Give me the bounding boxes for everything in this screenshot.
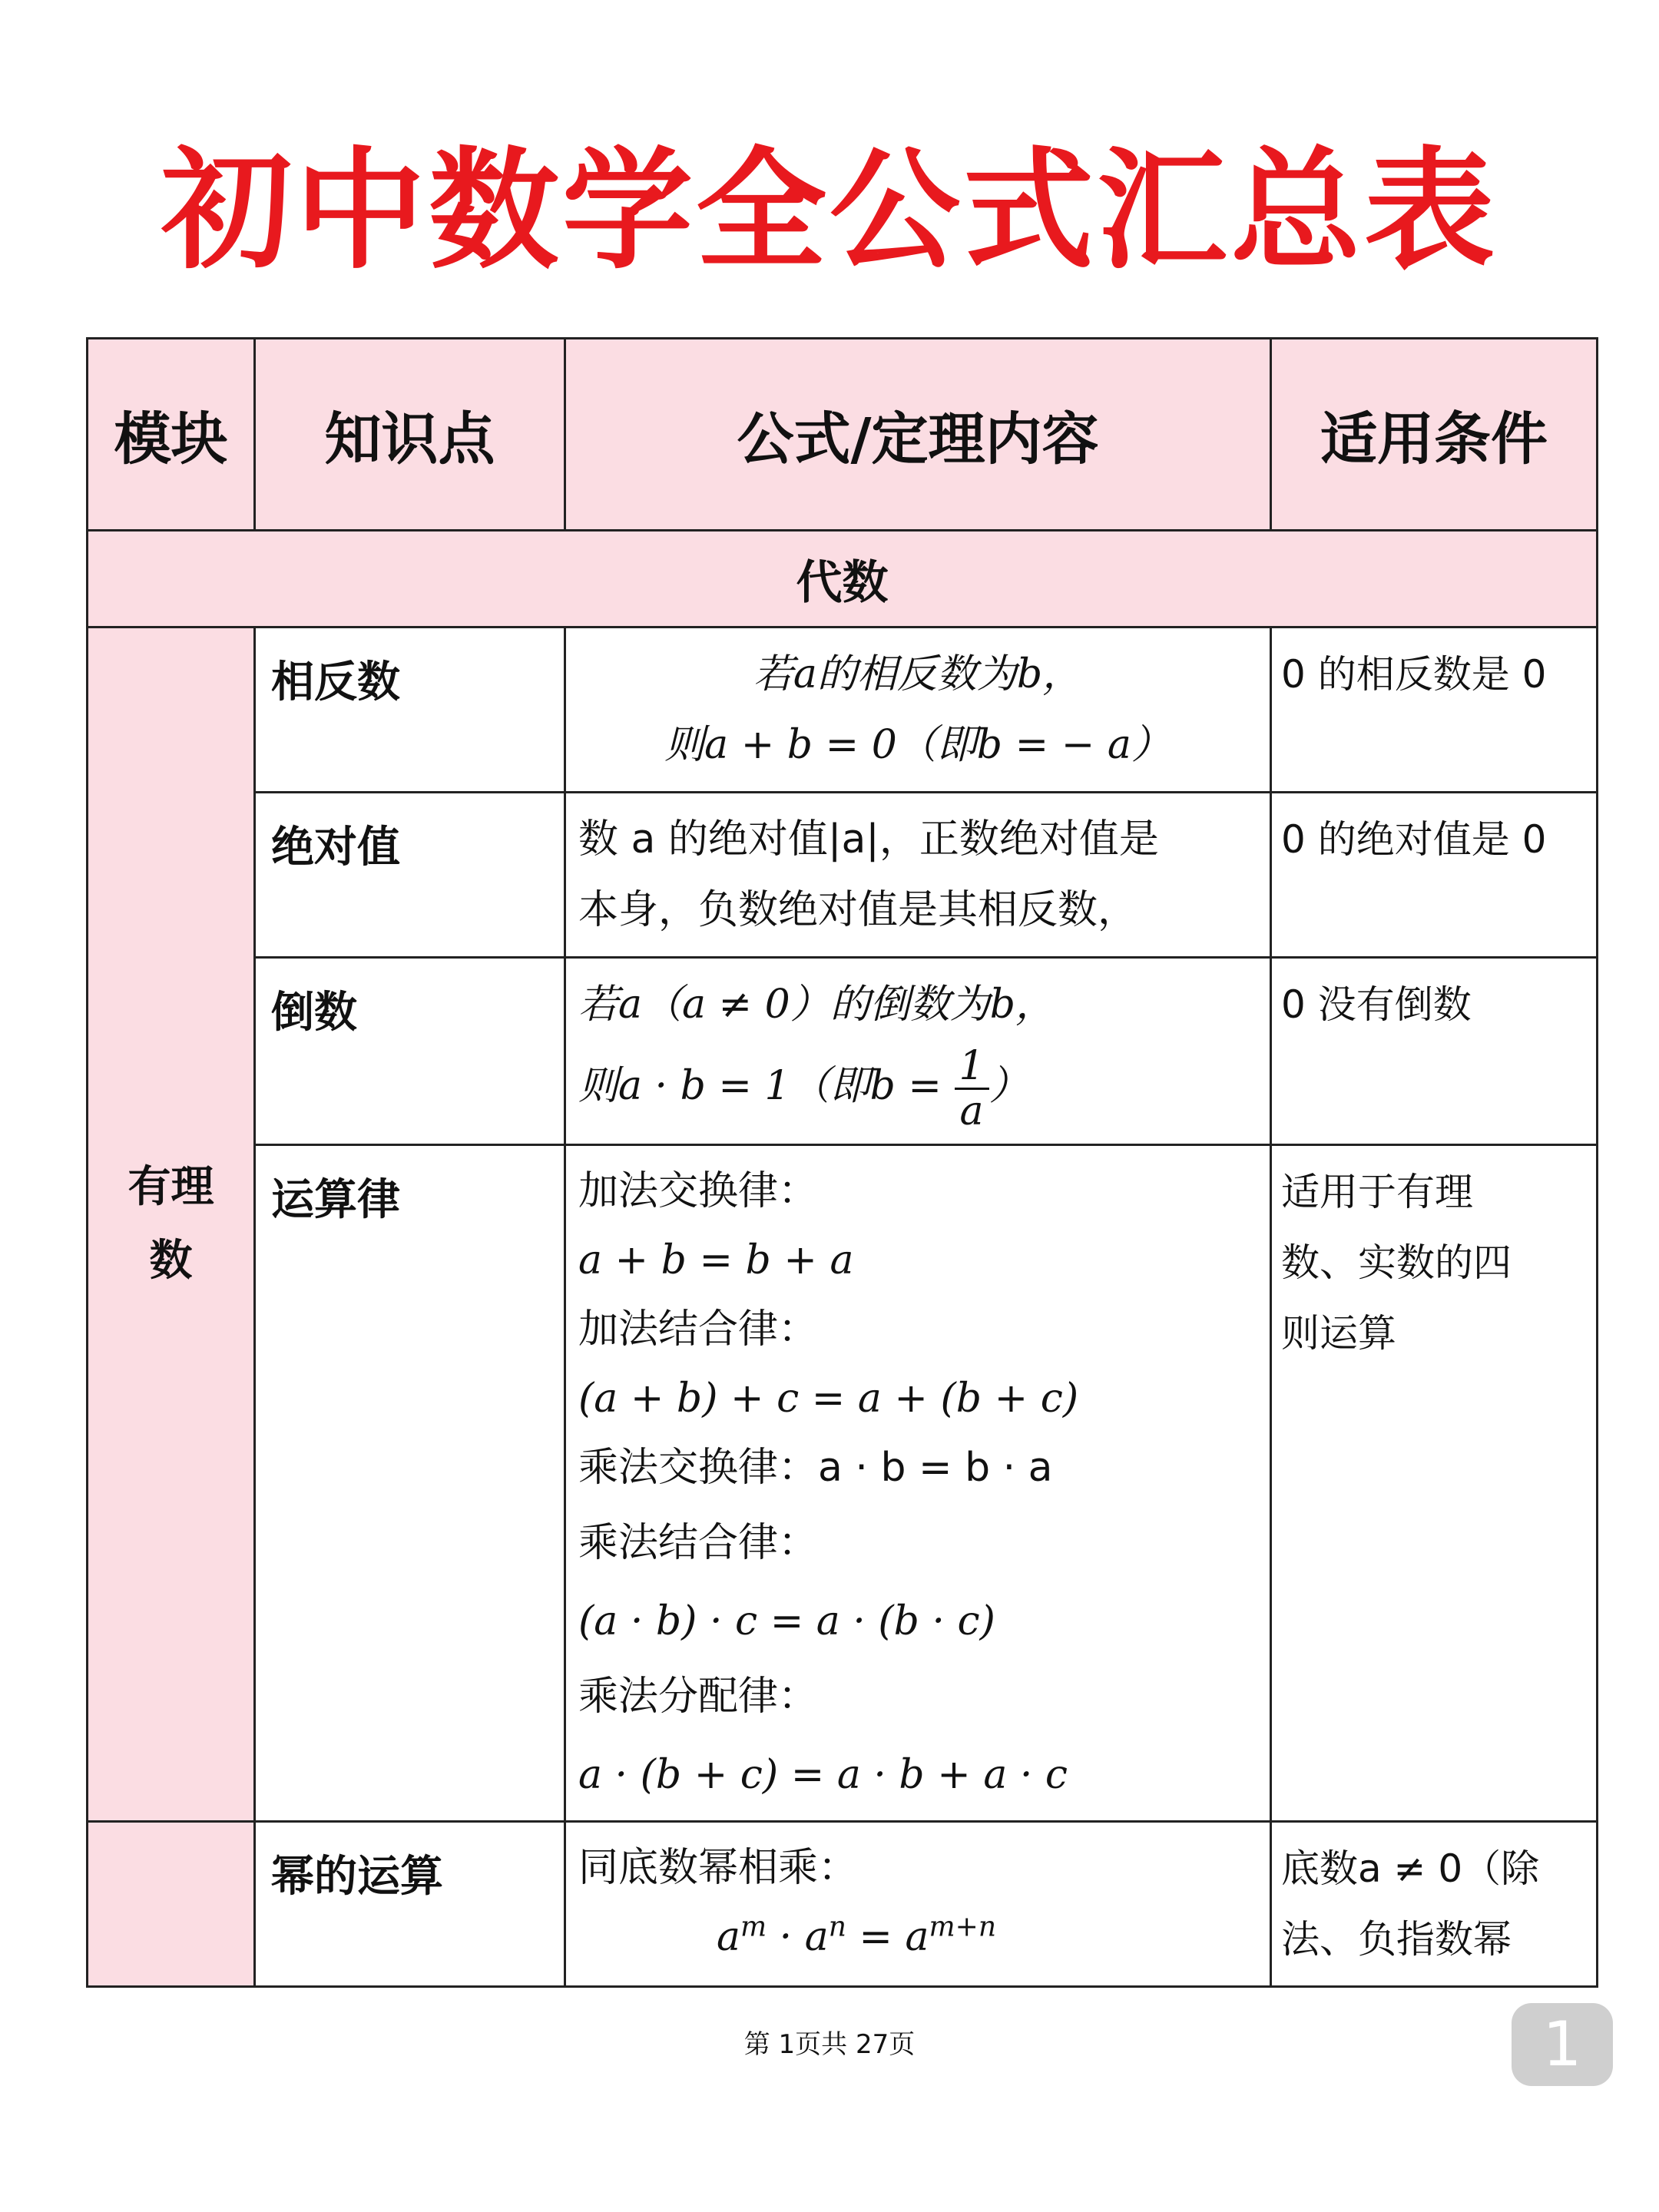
content-line: 乘法分配律：	[578, 1674, 819, 1720]
formula-text: = a	[846, 1914, 929, 1960]
formula-text: 则a · b = 1（即b =	[578, 1063, 955, 1109]
content-line: a · (b + c) = a · b + a · c	[578, 1752, 1068, 1798]
condition-line: 适用于有理	[1281, 1170, 1473, 1214]
condition-cell: 0 的绝对值是 0	[1271, 793, 1598, 958]
content-line	[578, 1902, 1257, 1972]
content-line: 本身，负数绝对值是其相反数，	[578, 887, 1138, 933]
content-line: 若a的相反数为b，	[753, 651, 1083, 697]
condition-cell: 0 没有倒数	[1271, 958, 1598, 1145]
table-row	[88, 628, 1598, 793]
condition-line: 底数a ≠ 0（除	[1281, 1846, 1540, 1891]
formula-text: ）	[988, 1063, 1029, 1109]
header-content: 公式/定理内容	[565, 339, 1271, 531]
content-line: 则a + b = 0（即b = − a）	[664, 722, 1171, 768]
point-cell: 倒数	[255, 958, 565, 1145]
content-cell	[565, 1822, 1271, 1987]
page-number-badge: 1	[1512, 2003, 1613, 2086]
denominator: a	[959, 1088, 984, 1134]
condition-cell	[1271, 1822, 1598, 1987]
module-cell	[88, 1822, 255, 1987]
table-row	[88, 1145, 1598, 1822]
page-title: 初中数学全公式汇总表	[161, 135, 1498, 287]
exponent: m+n	[929, 1911, 997, 1943]
content-line: 数 a 的绝对值|a|，正数绝对值是	[578, 816, 1159, 863]
table-row	[88, 1822, 1598, 1987]
module-label: 有理数	[127, 1162, 214, 1286]
module-cell	[88, 628, 255, 1822]
fraction	[955, 1045, 989, 1133]
numerator: 1	[955, 1045, 989, 1090]
formula-text: · a	[767, 1914, 829, 1960]
table-row	[88, 793, 1598, 958]
point-cell: 相反数	[255, 628, 565, 793]
condition-line: 数、实数的四	[1281, 1240, 1512, 1285]
content-line: (a + b) + c = a + (b + c)	[578, 1376, 1079, 1422]
content-line: a + b = b + a	[578, 1237, 854, 1283]
condition-line: 则运算	[1281, 1311, 1396, 1356]
header-module: 模块	[88, 339, 255, 531]
content-cell	[565, 958, 1271, 1145]
point-cell: 幂的运算	[255, 1822, 565, 1987]
content-line: (a · b) · c = a · (b · c)	[578, 1598, 995, 1644]
content-line: 同底数幂相乘：	[578, 1845, 859, 1891]
exponent: n	[828, 1911, 846, 1943]
header-point: 知识点	[255, 339, 565, 531]
formula-table	[86, 337, 1598, 1988]
page-footer: 第 1页共 27页	[743, 2029, 916, 2060]
content-line	[578, 1040, 1257, 1133]
header-row	[88, 339, 1598, 531]
content-cell	[565, 793, 1271, 958]
content-line: 若a（a ≠ 0）的倒数为b，	[578, 982, 1056, 1028]
condition-cell: 0 的相反数是 0	[1271, 628, 1598, 793]
condition-cell	[1271, 1145, 1598, 1822]
footer-bar	[0, 2003, 1659, 2103]
point-cell: 运算律	[255, 1145, 565, 1822]
content-line: 乘法结合律：	[578, 1520, 819, 1566]
header-condition: 适用条件	[1271, 339, 1598, 531]
condition-line: 法、负指数幂	[1281, 1917, 1512, 1962]
content-cell	[565, 1145, 1271, 1822]
section-row	[88, 531, 1598, 628]
content-line: 加法交换律：	[578, 1168, 819, 1214]
exponent: m	[740, 1911, 767, 1943]
table-row	[88, 958, 1598, 1145]
formula-text: a	[716, 1914, 740, 1960]
section-title: 代数	[88, 531, 1598, 628]
point-cell: 绝对值	[255, 793, 565, 958]
content-cell	[565, 628, 1271, 793]
content-line: 乘法交换律：a · b = b · a	[578, 1445, 1053, 1491]
content-line: 加法结合律：	[578, 1306, 819, 1353]
